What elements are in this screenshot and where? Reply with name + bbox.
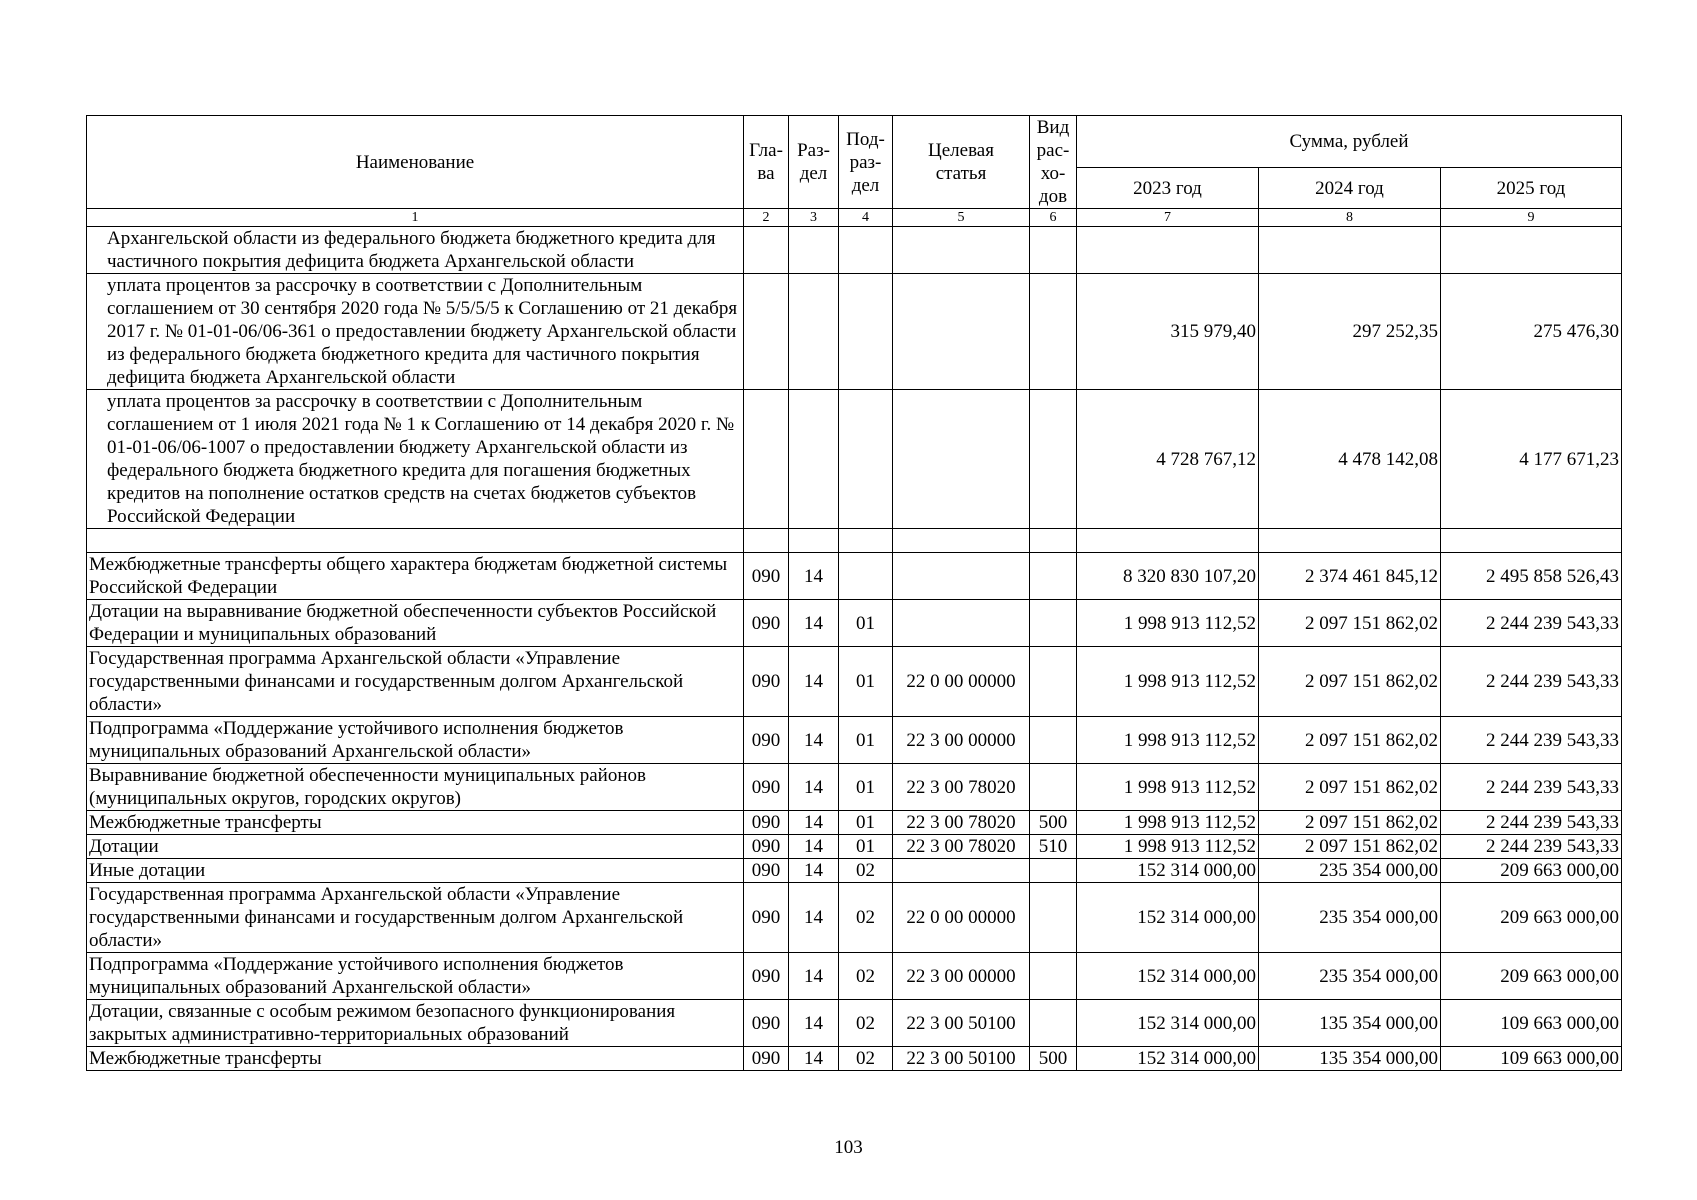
row-subsection: 02 xyxy=(839,1000,893,1047)
row-name: Дотации, связанные с особым режимом безопасного функционирования закрытых административно-территориальных образований xyxy=(87,1000,744,1047)
row-amount-2025 xyxy=(1441,227,1622,274)
row-subsection: 02 xyxy=(839,1047,893,1071)
row-subsection: 01 xyxy=(839,600,893,647)
row-amount-2023: 4 728 767,12 xyxy=(1077,390,1259,529)
row-section: 14 xyxy=(789,1047,839,1071)
row-expense-type xyxy=(1030,859,1077,883)
row-name: Межбюджетные трансферты xyxy=(87,1047,744,1071)
row-amount-2024: 135 354 000,00 xyxy=(1259,1047,1441,1071)
row-chapter: 090 xyxy=(744,835,789,859)
row-target xyxy=(893,390,1030,529)
table-row xyxy=(87,835,1622,859)
header-subsection: Под- раз- дел xyxy=(839,116,893,209)
row-chapter: 090 xyxy=(744,953,789,1000)
row-chapter: 090 xyxy=(744,553,789,600)
row-subsection: 02 xyxy=(839,883,893,953)
row-expense-type xyxy=(1030,883,1077,953)
row-amount-2025: 2 244 239 543,33 xyxy=(1441,811,1622,835)
row-expense-type xyxy=(1030,529,1077,553)
row-amount-2023 xyxy=(1077,227,1259,274)
row-name xyxy=(87,529,744,553)
row-section: 14 xyxy=(789,600,839,647)
column-number: 2 xyxy=(744,209,789,227)
row-name: Выравнивание бюджетной обеспеченности муниципальных районов (муниципальных округов, городских округов) xyxy=(87,764,744,811)
column-number: 5 xyxy=(893,209,1030,227)
row-amount-2025: 209 663 000,00 xyxy=(1441,883,1622,953)
table-row xyxy=(87,227,1622,274)
row-section: 14 xyxy=(789,835,839,859)
row-name: Межбюджетные трансферты общего характера бюджетам бюджетной системы Российской Федерации xyxy=(87,553,744,600)
row-amount-2023: 152 314 000,00 xyxy=(1077,1000,1259,1047)
row-amount-2024: 235 354 000,00 xyxy=(1259,953,1441,1000)
row-amount-2023: 1 998 913 112,52 xyxy=(1077,600,1259,647)
row-amount-2023: 1 998 913 112,52 xyxy=(1077,811,1259,835)
row-expense-type xyxy=(1030,717,1077,764)
row-amount-2023 xyxy=(1077,529,1259,553)
row-amount-2024: 2 374 461 845,12 xyxy=(1259,553,1441,600)
row-target xyxy=(893,600,1030,647)
row-amount-2024: 235 354 000,00 xyxy=(1259,859,1441,883)
row-expense-type xyxy=(1030,953,1077,1000)
column-number: 6 xyxy=(1030,209,1077,227)
row-name: уплата процентов за рассрочку в соответствии с Дополнительным соглашением от 30 сентября 2020 года № 5/5/5/5 к Соглашению от 21 декабря 2017 г. № 01-01-06/06-361 о предоставлении бюджету Архангельской области из федерального бюджета бюджетного кредита для частичного покрытия дефицита бюджета Архангельской области xyxy=(87,274,744,390)
row-amount-2024: 4 478 142,08 xyxy=(1259,390,1441,529)
row-expense-type xyxy=(1030,227,1077,274)
column-number: 8 xyxy=(1259,209,1441,227)
row-amount-2024: 2 097 151 862,02 xyxy=(1259,717,1441,764)
header-year-2024: 2024 год xyxy=(1259,168,1441,209)
row-target: 22 3 00 78020 xyxy=(893,764,1030,811)
row-amount-2025: 2 244 239 543,33 xyxy=(1441,764,1622,811)
row-chapter: 090 xyxy=(744,600,789,647)
row-section xyxy=(789,390,839,529)
row-subsection: 01 xyxy=(839,647,893,717)
row-subsection: 02 xyxy=(839,859,893,883)
header-section: Раз- дел xyxy=(789,116,839,209)
row-target: 22 3 00 00000 xyxy=(893,717,1030,764)
row-section: 14 xyxy=(789,811,839,835)
row-amount-2023: 1 998 913 112,52 xyxy=(1077,764,1259,811)
row-amount-2025: 2 244 239 543,33 xyxy=(1441,647,1622,717)
row-chapter: 090 xyxy=(744,717,789,764)
row-section xyxy=(789,274,839,390)
row-chapter: 090 xyxy=(744,811,789,835)
row-subsection: 01 xyxy=(839,764,893,811)
row-target xyxy=(893,859,1030,883)
row-section: 14 xyxy=(789,647,839,717)
row-amount-2023: 8 320 830 107,20 xyxy=(1077,553,1259,600)
row-chapter xyxy=(744,274,789,390)
header-year-2025: 2025 год xyxy=(1441,168,1622,209)
table-row xyxy=(87,529,1622,553)
row-section: 14 xyxy=(789,717,839,764)
row-section xyxy=(789,529,839,553)
row-amount-2025: 275 476,30 xyxy=(1441,274,1622,390)
page-number: 103 xyxy=(834,1137,863,1158)
row-expense-type xyxy=(1030,647,1077,717)
table-row xyxy=(87,390,1622,529)
row-section xyxy=(789,227,839,274)
row-target: 22 3 00 78020 xyxy=(893,811,1030,835)
row-chapter: 090 xyxy=(744,647,789,717)
row-subsection: 01 xyxy=(839,835,893,859)
row-target xyxy=(893,227,1030,274)
table-row xyxy=(87,1000,1622,1047)
row-subsection xyxy=(839,227,893,274)
row-amount-2025: 2 244 239 543,33 xyxy=(1441,835,1622,859)
table-row xyxy=(87,600,1622,647)
row-chapter xyxy=(744,227,789,274)
row-expense-type xyxy=(1030,274,1077,390)
row-section: 14 xyxy=(789,1000,839,1047)
column-number: 1 xyxy=(87,209,744,227)
table-row xyxy=(87,883,1622,953)
row-expense-type xyxy=(1030,600,1077,647)
row-amount-2023: 1 998 913 112,52 xyxy=(1077,717,1259,764)
budget-table xyxy=(86,115,1622,1071)
row-amount-2024 xyxy=(1259,227,1441,274)
row-amount-2023: 315 979,40 xyxy=(1077,274,1259,390)
row-amount-2025: 2 495 858 526,43 xyxy=(1441,553,1622,600)
row-name: Межбюджетные трансферты xyxy=(87,811,744,835)
table-row xyxy=(87,1047,1622,1071)
column-number: 3 xyxy=(789,209,839,227)
row-chapter: 090 xyxy=(744,764,789,811)
table-row xyxy=(87,647,1622,717)
row-chapter: 090 xyxy=(744,1047,789,1071)
row-name: Иные дотации xyxy=(87,859,744,883)
row-amount-2024: 2 097 151 862,02 xyxy=(1259,647,1441,717)
row-amount-2025: 2 244 239 543,33 xyxy=(1441,600,1622,647)
row-expense-type xyxy=(1030,390,1077,529)
row-subsection xyxy=(839,553,893,600)
row-subsection xyxy=(839,529,893,553)
row-target: 22 3 00 78020 xyxy=(893,835,1030,859)
row-target: 22 3 00 00000 xyxy=(893,953,1030,1000)
row-section: 14 xyxy=(789,553,839,600)
row-expense-type xyxy=(1030,764,1077,811)
row-section: 14 xyxy=(789,859,839,883)
row-amount-2024: 2 097 151 862,02 xyxy=(1259,835,1441,859)
row-name: Подпрограмма «Поддержание устойчивого исполнения бюджетов муниципальных образований Архангельской области» xyxy=(87,953,744,1000)
row-target: 22 0 00 00000 xyxy=(893,647,1030,717)
row-name: уплата процентов за рассрочку в соответствии с Дополнительным соглашением от 1 июля 2021 года № 1 к Соглашению от 14 декабря 2020 г. № 01-01-06/06-1007 о предоставлении бюджету Архангельской области из федерального бюджета бюджетного кредита для погашения бюджетных кредитов на пополнение остатков средств на счетах бюджетов субъектов Российской Федерации xyxy=(87,390,744,529)
row-chapter xyxy=(744,529,789,553)
table-row xyxy=(87,274,1622,390)
row-amount-2023: 1 998 913 112,52 xyxy=(1077,835,1259,859)
row-amount-2025: 109 663 000,00 xyxy=(1441,1000,1622,1047)
row-expense-type xyxy=(1030,1000,1077,1047)
row-target: 22 3 00 50100 xyxy=(893,1047,1030,1071)
column-number: 7 xyxy=(1077,209,1259,227)
table-header xyxy=(87,116,1622,227)
row-amount-2024 xyxy=(1259,529,1441,553)
row-subsection: 01 xyxy=(839,811,893,835)
row-chapter: 090 xyxy=(744,1000,789,1047)
row-amount-2024: 297 252,35 xyxy=(1259,274,1441,390)
column-number: 9 xyxy=(1441,209,1622,227)
row-chapter xyxy=(744,390,789,529)
row-amount-2023: 152 314 000,00 xyxy=(1077,953,1259,1000)
row-name: Подпрограмма «Поддержание устойчивого исполнения бюджетов муниципальных образований Архангельской области» xyxy=(87,717,744,764)
row-amount-2024: 2 097 151 862,02 xyxy=(1259,600,1441,647)
table-row xyxy=(87,553,1622,600)
row-target: 22 3 00 50100 xyxy=(893,1000,1030,1047)
header-target: Целевая статья xyxy=(893,116,1030,209)
table-row xyxy=(87,953,1622,1000)
row-amount-2025: 209 663 000,00 xyxy=(1441,859,1622,883)
row-subsection xyxy=(839,274,893,390)
row-amount-2024: 235 354 000,00 xyxy=(1259,883,1441,953)
header-expense-type: Вид рас- хо- дов xyxy=(1030,116,1077,209)
column-number: 4 xyxy=(839,209,893,227)
row-amount-2025: 4 177 671,23 xyxy=(1441,390,1622,529)
row-name: Дотации на выравнивание бюджетной обеспеченности субъектов Российской Федерации и муниципальных образований xyxy=(87,600,744,647)
row-amount-2023: 152 314 000,00 xyxy=(1077,859,1259,883)
row-expense-type: 510 xyxy=(1030,835,1077,859)
row-subsection: 02 xyxy=(839,953,893,1000)
table-row xyxy=(87,859,1622,883)
row-name: Дотации xyxy=(87,835,744,859)
row-expense-type: 500 xyxy=(1030,1047,1077,1071)
row-expense-type: 500 xyxy=(1030,811,1077,835)
header-name: Наименование xyxy=(87,116,744,209)
row-target xyxy=(893,274,1030,390)
row-subsection: 01 xyxy=(839,717,893,764)
row-name: Архангельской области из федерального бюджета бюджетного кредита для частичного покрытия дефицита бюджета Архангельской области xyxy=(87,227,744,274)
table-body xyxy=(87,227,1622,1071)
row-name: Государственная программа Архангельской области «Управление государственными финансами и государственным долгом Архангельской области» xyxy=(87,883,744,953)
row-expense-type xyxy=(1030,553,1077,600)
row-subsection xyxy=(839,390,893,529)
table-row xyxy=(87,717,1622,764)
header-chapter: Гла- ва xyxy=(744,116,789,209)
row-section: 14 xyxy=(789,883,839,953)
row-chapter: 090 xyxy=(744,859,789,883)
row-amount-2023: 152 314 000,00 xyxy=(1077,883,1259,953)
row-amount-2024: 2 097 151 862,02 xyxy=(1259,811,1441,835)
row-target xyxy=(893,529,1030,553)
row-target xyxy=(893,553,1030,600)
row-section: 14 xyxy=(789,764,839,811)
row-amount-2025 xyxy=(1441,529,1622,553)
table-row xyxy=(87,764,1622,811)
row-amount-2023: 1 998 913 112,52 xyxy=(1077,647,1259,717)
row-target: 22 0 00 00000 xyxy=(893,883,1030,953)
row-amount-2023: 152 314 000,00 xyxy=(1077,1047,1259,1071)
row-amount-2025: 109 663 000,00 xyxy=(1441,1047,1622,1071)
row-amount-2024: 135 354 000,00 xyxy=(1259,1000,1441,1047)
row-amount-2024: 2 097 151 862,02 xyxy=(1259,764,1441,811)
row-amount-2025: 2 244 239 543,33 xyxy=(1441,717,1622,764)
row-section: 14 xyxy=(789,953,839,1000)
header-sum: Сумма, рублей xyxy=(1077,116,1622,168)
row-amount-2025: 209 663 000,00 xyxy=(1441,953,1622,1000)
row-name: Государственная программа Архангельской области «Управление государственными финансами и государственным долгом Архангельской области» xyxy=(87,647,744,717)
row-chapter: 090 xyxy=(744,883,789,953)
table-row xyxy=(87,811,1622,835)
header-year-2023: 2023 год xyxy=(1077,168,1259,209)
